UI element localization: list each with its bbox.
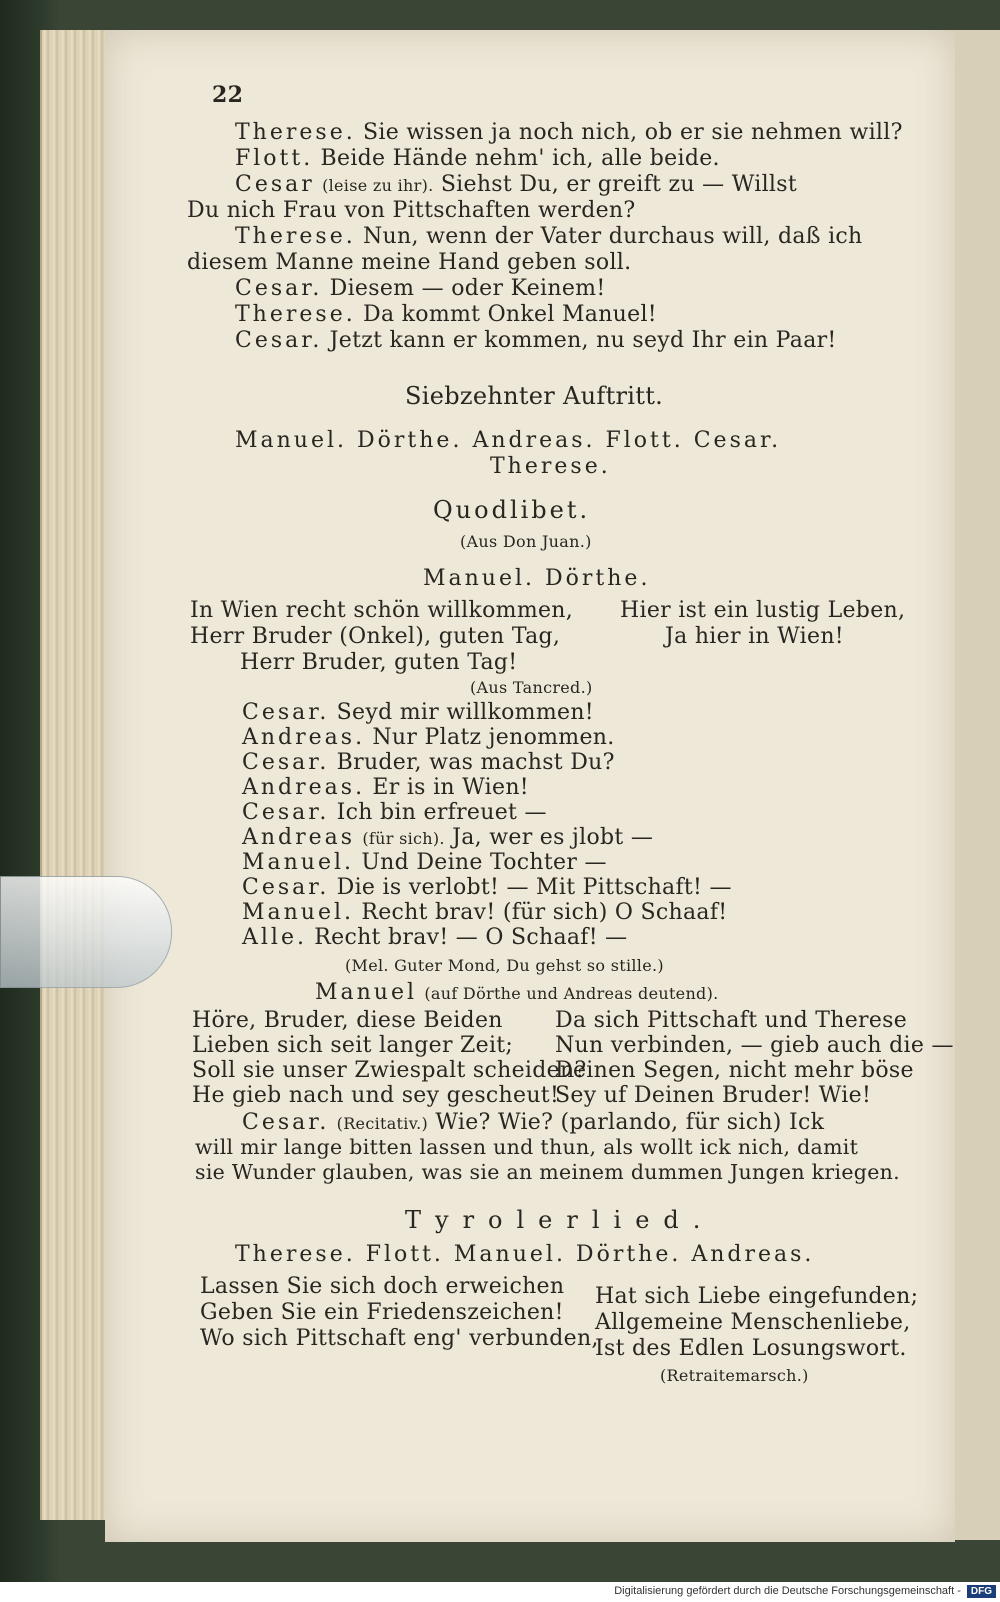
- dfg-logo: DFG: [967, 1585, 996, 1598]
- verse-line: In Wien recht schön willkommen,: [190, 598, 574, 623]
- melody-note: (Mel. Guter Mond, Du gehst so stille.): [345, 956, 664, 975]
- dialog-line: diesem Manne meine Hand geben soll.: [187, 250, 632, 275]
- verse-line: Höre, Bruder, diese Beiden: [192, 1008, 503, 1033]
- dialog-line: Therese. Nun, wenn der Vater durchaus will, daß ich: [235, 224, 863, 249]
- verse-line: Ist des Edlen Losungswort.: [595, 1336, 907, 1361]
- magnifier-overlay: [0, 876, 172, 988]
- source-note: (Aus Tancred.): [470, 678, 593, 697]
- singers: Manuel. Dörthe.: [423, 566, 651, 591]
- verse-line: Da sich Pittschaft und Therese: [555, 1008, 908, 1033]
- verse-line: Ja hier in Wien!: [665, 624, 844, 649]
- facing-page-edge: [955, 30, 1000, 1540]
- quodlibet-title: Quodlibet.: [433, 496, 591, 524]
- dialog-line: Andreas (für sich). Ja, wer es jlobt —: [242, 825, 654, 850]
- verse-line: Herr Bruder (Onkel), guten Tag,: [190, 624, 561, 649]
- verse-line: Wo sich Pittschaft eng' verbunden,: [200, 1326, 599, 1351]
- stage-direction: (Retraitemarsch.): [660, 1366, 809, 1385]
- cast-list: Therese. Flott. Manuel. Dörthe. Andreas.: [235, 1242, 815, 1267]
- footer-credit: Digitalisierung gefördert durch die Deutsche Forschungsgemeinschaft -: [614, 1585, 961, 1597]
- dialog-line: Cesar. Die is verlobt! — Mit Pittschaft! —: [242, 875, 732, 900]
- verse-line: Hier ist ein lustig Leben,: [620, 598, 906, 623]
- verse-line: Lassen Sie sich doch erweichen: [200, 1274, 565, 1299]
- verse-line: Nun verbinden, — gieb auch die —: [555, 1033, 954, 1058]
- dialog-line: Du nich Frau von Pittschaften werden?: [187, 198, 636, 223]
- dialog-line: Alle. Recht brav! — O Schaaf! —: [242, 925, 628, 950]
- dialog-line: Cesar. Diesem — oder Keinem!: [235, 276, 606, 301]
- dialog-line: Cesar. Bruder, was machst Du?: [242, 750, 615, 775]
- source-note: (Aus Don Juan.): [460, 532, 592, 551]
- dialog-line: Therese. Da kommt Onkel Manuel!: [235, 302, 657, 327]
- cast-list-cont: Therese.: [490, 454, 611, 479]
- verse-line: Deinen Segen, nicht mehr böse: [555, 1058, 914, 1083]
- verse-line: Herr Bruder, guten Tag!: [240, 650, 518, 675]
- dialog-line: Manuel. Recht brav! (für sich) O Schaaf!: [242, 900, 728, 925]
- page-number: 22: [212, 82, 244, 108]
- dialog-line: Cesar. Jetzt kann er kommen, nu seyd Ihr ein Paar!: [235, 328, 837, 353]
- song-title: Tyrolerlied.: [405, 1206, 715, 1234]
- verse-line: He gieb nach und sey gescheut!: [192, 1083, 560, 1108]
- dialog-line: Cesar (leise zu ihr). Siehst Du, er greift zu — Willst: [235, 172, 797, 197]
- book-page: [105, 30, 955, 1542]
- dialog-line: will mir lange bitten lassen und thun, als wollt ick nich, damit: [195, 1135, 859, 1159]
- verse-line: Geben Sie ein Friedenszeichen!: [200, 1300, 564, 1325]
- dialog-line: Andreas. Nur Platz jenommen.: [242, 725, 615, 750]
- book-page-edges: [40, 30, 112, 1520]
- dialog-line: Cesar. Ich bin erfreuet —: [242, 800, 547, 825]
- dialog-line: Flott. Beide Hände nehm' ich, alle beide.: [235, 146, 720, 171]
- dialog-line: sie Wunder glauben, was sie an meinem dummen Jungen kriegen.: [195, 1160, 900, 1184]
- scene-title: Siebzehnter Auftritt.: [405, 382, 664, 410]
- dialog-line: Cesar. Seyd mir willkommen!: [242, 700, 594, 725]
- dialog-line: Andreas. Er is in Wien!: [242, 775, 529, 800]
- dialog-line: Manuel. Und Deine Tochter —: [242, 850, 607, 875]
- verse-line: Lieben sich seit langer Zeit;: [192, 1033, 514, 1058]
- cast-list: Manuel. Dörthe. Andreas. Flott. Cesar.: [235, 428, 782, 453]
- verse-line: Sey uf Deinen Bruder! Wie!: [555, 1083, 872, 1108]
- stage-direction: Manuel (auf Dörthe und Andreas deutend).: [315, 980, 719, 1005]
- dialog-line: Therese. Sie wissen ja noch nich, ob er sie nehmen will?: [235, 120, 903, 145]
- verse-line: Hat sich Liebe eingefunden;: [595, 1284, 919, 1309]
- footer: [0, 1582, 1000, 1602]
- dialog-line: Cesar. (Recitativ.) Wie? Wie? (parlando, für sich) Ick: [242, 1110, 825, 1135]
- verse-line: Soll sie unser Zwiespalt scheiden?: [192, 1058, 587, 1083]
- verse-line: Allgemeine Menschenliebe,: [595, 1310, 911, 1335]
